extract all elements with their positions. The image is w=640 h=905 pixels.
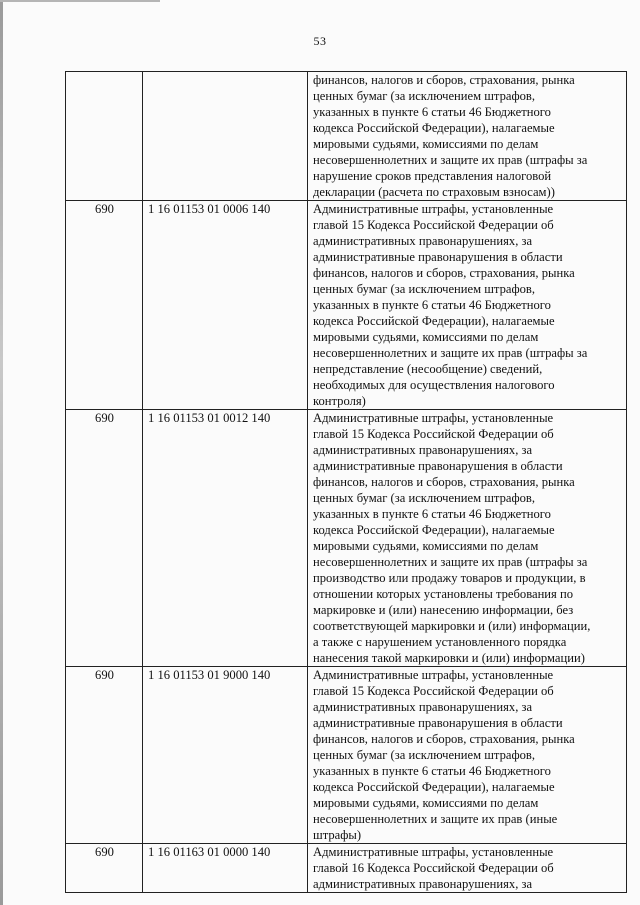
description-line: финансов, налогов и сборов, страхования, рынка [313,475,575,489]
description-line: Административные штрафы, установленные [313,845,554,859]
admin-code-cell: 690 [66,201,143,410]
description-line: несовершеннолетних и защите их прав (иные [313,812,558,826]
table-row [66,72,627,201]
description-line: указанных в пункте 6 статьи 46 Бюджетного [313,507,551,521]
description-cell [308,410,627,667]
description-line: а также с нарушением установленного порядка [313,635,567,649]
description-cell [308,72,627,201]
description-line: финансов, налогов и сборов, страхования, рынка [313,73,575,87]
description-line: административных правонарушениях, за [313,700,533,714]
description-cell [308,201,627,410]
description-line: мировыми судьями, комиссиями по делам [313,330,539,344]
description-line: административных правонарушениях, за [313,443,533,457]
description-line: административных правонарушениях, за [313,877,533,891]
scan-edge [0,0,3,905]
description-line: штрафы) [313,828,362,842]
description-line: ценных бумаг (за исключением штрафов, [313,748,536,762]
description-cell [308,667,627,844]
table-row [66,844,627,893]
description-line: главой 15 Кодекса Российской Федерации об [313,218,554,232]
description-line: указанных в пункте 6 статьи 46 Бюджетного [313,105,551,119]
description-line: несовершеннолетних и защите их прав (штрафы за [313,153,588,167]
description-line: финансов, налогов и сборов, страхования, рынка [313,266,575,280]
description-line: необходимых для осуществления налогового [313,378,555,392]
description-line: несовершеннолетних и защите их прав (штрафы за [313,555,588,569]
description-line: мировыми судьями, комиссиями по делам [313,796,539,810]
description-line: административных правонарушениях, за [313,234,533,248]
description-line: главой 15 Кодекса Российской Федерации об [313,427,554,441]
admin-code-cell: 690 [66,410,143,667]
table-row [66,667,627,844]
description-line: административные правонарушения в области [313,459,563,473]
description-line: указанных в пункте 6 статьи 46 Бюджетного [313,764,551,778]
scan-top-mark [0,0,160,2]
admin-code-cell [66,72,143,201]
description-line: кодекса Российской Федерации), налагаемые [313,523,555,537]
description-line: производство или продажу товаров и продукции, в [313,571,586,585]
description-line: административные правонарушения в области [313,250,563,264]
budget-classification-code-cell: 1 16 01163 01 0000 140 [143,844,308,893]
description-line: мировыми судьями, комиссиями по делам [313,539,539,553]
description-line: Административные штрафы, установленные [313,202,554,216]
table-row [66,201,627,410]
budget-classification-code-cell: 1 16 01153 01 9000 140 [143,667,308,844]
description-line: отношении которых установлены требования по [313,587,574,601]
description-line: несовершеннолетних и защите их прав (штрафы за [313,346,588,360]
budget-classification-code-cell: 1 16 01153 01 0012 140 [143,410,308,667]
description-line: контроля) [313,394,366,408]
budget-codes-table [65,71,627,893]
description-line: кодекса Российской Федерации), налагаемые [313,780,555,794]
description-line: Административные штрафы, установленные [313,668,554,682]
budget-classification-code-cell: 1 16 01153 01 0006 140 [143,201,308,410]
description-line: мировыми судьями, комиссиями по делам [313,137,539,151]
description-line: нанесения такой маркировки и (или) информации) [313,651,585,665]
table-row [66,410,627,667]
description-line: ценных бумаг (за исключением штрафов, [313,89,536,103]
description-line: непредставление (несообщение) сведений, [313,362,543,376]
admin-code-cell: 690 [66,844,143,893]
description-line: ценных бумаг (за исключением штрафов, [313,282,536,296]
description-line: ценных бумаг (за исключением штрафов, [313,491,536,505]
description-line: нарушение сроков представления налоговой [313,169,552,183]
description-line: главой 16 Кодекса Российской Федерации об [313,861,554,875]
description-line: Административные штрафы, установленные [313,411,554,425]
description-line: главой 15 Кодекса Российской Федерации об [313,684,554,698]
description-line: кодекса Российской Федерации), налагаемые [313,314,555,328]
description-line: финансов, налогов и сборов, страхования, рынка [313,732,575,746]
description-line: административные правонарушения в области [313,716,563,730]
description-line: указанных в пункте 6 статьи 46 Бюджетного [313,298,551,312]
description-cell [308,844,627,893]
description-line: декларации (расчета по страховым взносам)) [313,185,555,199]
description-line: соответствующей маркировки и (или) информации, [313,619,591,633]
table-body [66,72,627,893]
budget-classification-code-cell [143,72,308,201]
description-line: кодекса Российской Федерации), налагаемые [313,121,555,135]
description-line: маркировке и (или) нанесению информации, без [313,603,574,617]
page-number: 53 [313,34,327,48]
admin-code-cell: 690 [66,667,143,844]
